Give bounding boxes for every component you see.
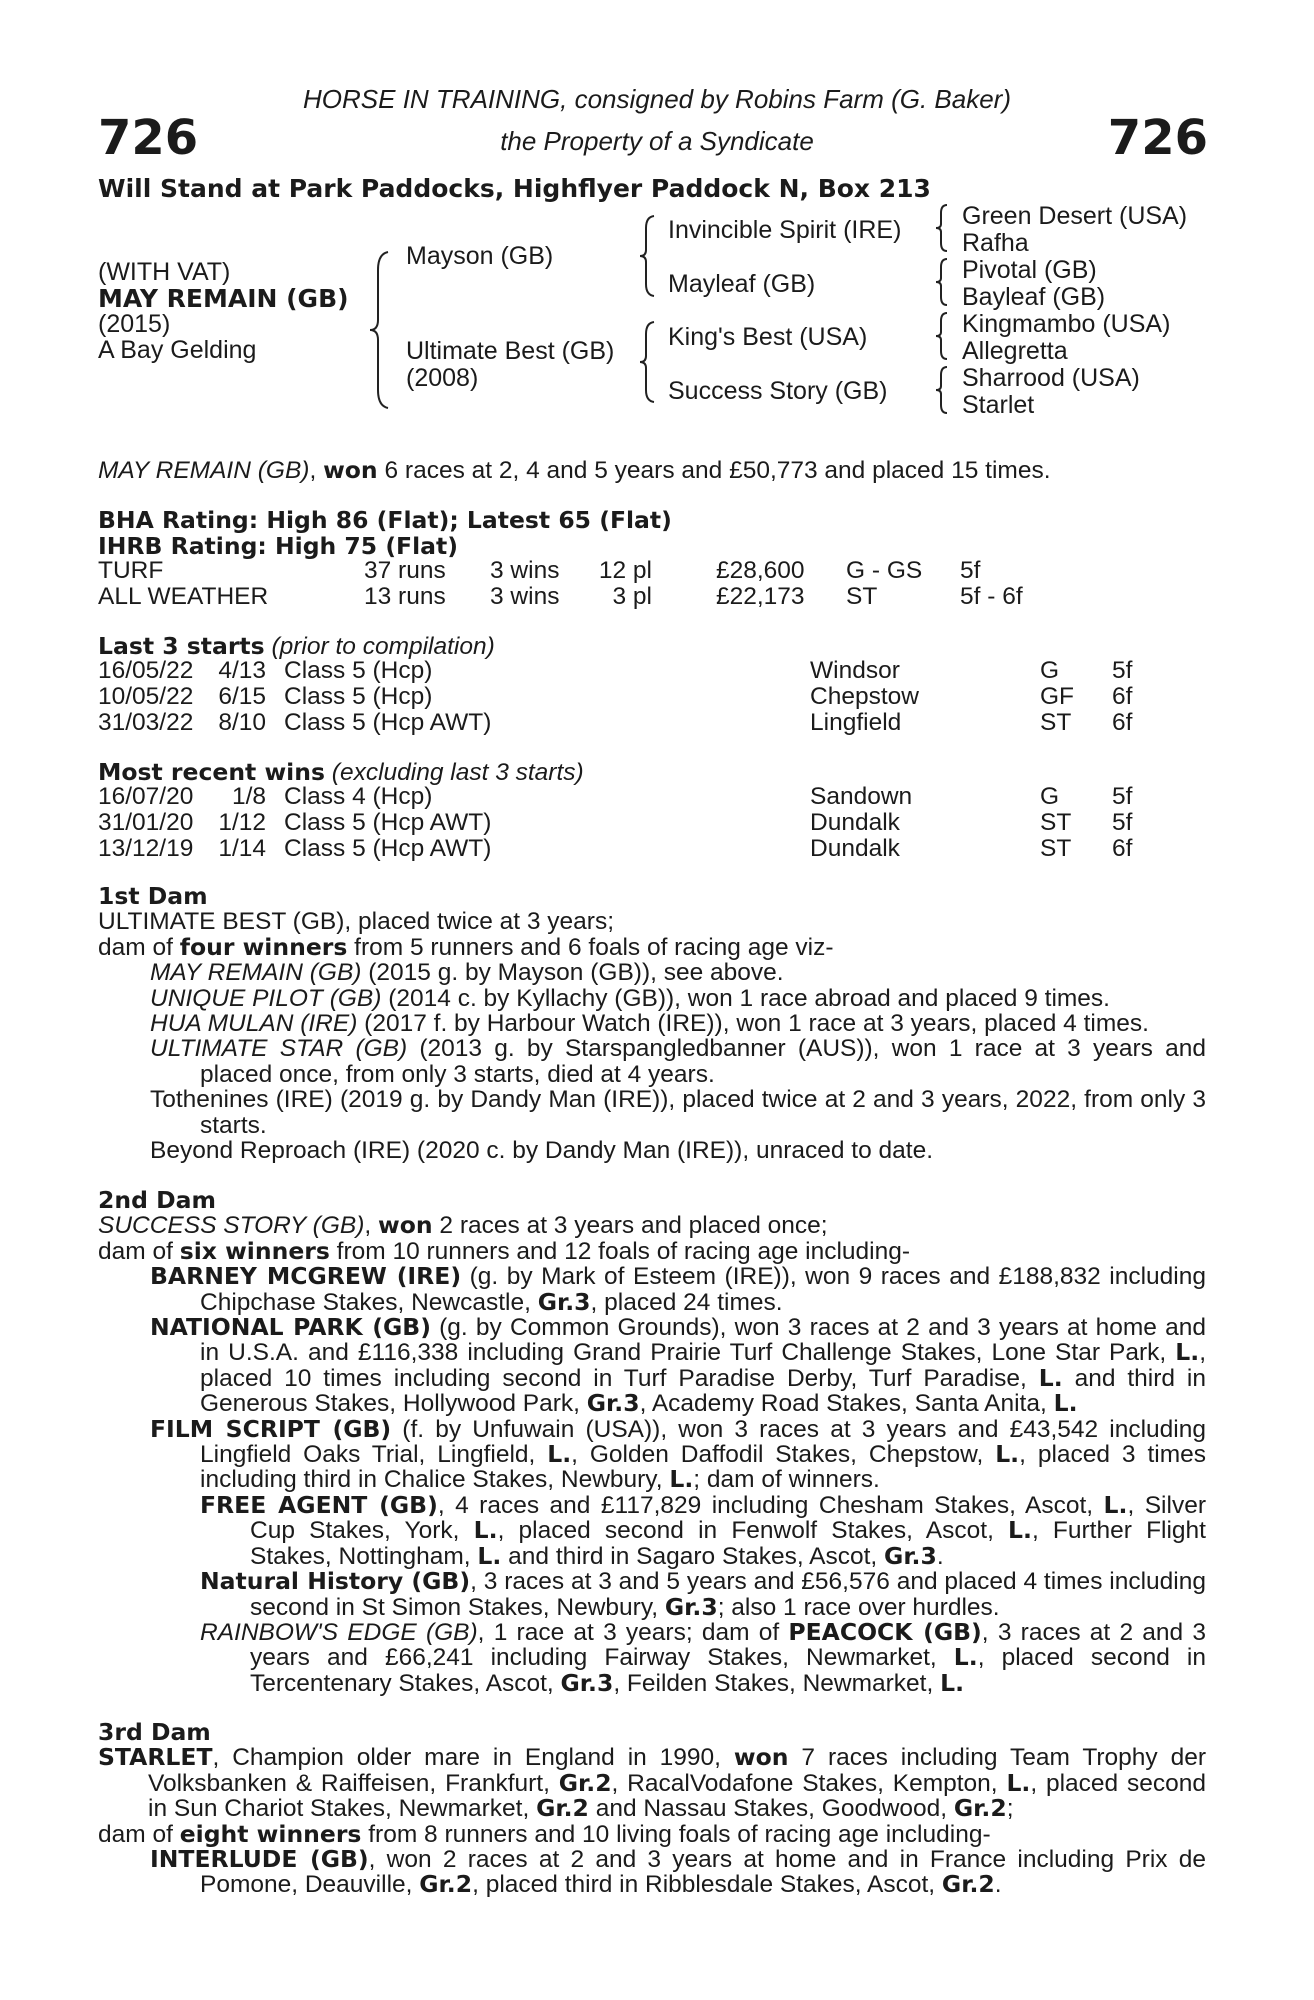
produce-item: FILM SCRIPT (GB) (f. by Unfuwain (USA)), won 3 races at 3 years and £43,542 including Lingfield Oaks Trial, Lingfield, L., Golden Daffodil Stakes, Chepstow, L., placed 3 times including third in Chalice Stakes, Newbury, L.; dam of winners. <box>150 1414 1207 1494</box>
start-going: GF <box>1040 683 1075 710</box>
last3-title: Last 3 starts <box>98 632 265 660</box>
start-course: Chepstow <box>810 683 919 710</box>
win-row <box>98 810 1206 836</box>
vat-label: (WITH VAT) <box>98 258 231 286</box>
start-distance: 6f <box>1112 709 1133 736</box>
recent-wins-note: (excluding last 3 starts) <box>331 759 584 786</box>
win-row <box>98 784 1206 810</box>
stand-location: Will Stand at Park Paddocks, Highflyer Paddock N, Box 213 <box>98 174 931 203</box>
ancestor-5: Kingmambo (USA) <box>962 310 1171 338</box>
win-course: Dundalk <box>810 835 900 862</box>
first-dam-line: ULTIMATE BEST (GB), placed twice at 3 years; <box>98 908 615 936</box>
sire: Mayson (GB) <box>406 242 554 270</box>
produce-item: ULTIMATE STAR (GB) (2013 g. by Starspangledbanner (AUS)), won 1 race at 3 years and placed once, from only 3 starts, died at 4 years. <box>150 1035 1206 1088</box>
produce-item-grand: RAINBOW'S EDGE (GB), 1 race at 3 years; dam of PEACOCK (GB), 3 races at 2 and 3 years and £66,241 including Fairway Stakes, Newmarket, L., placed second in Tercentenary Stakes, Ascot, Gr.3, Feilden Stakes, Newmarket, L. <box>200 1617 1207 1697</box>
start-position: 6/15 <box>218 683 266 710</box>
start-position: 4/13 <box>218 657 266 684</box>
start-going: G <box>1040 657 1060 684</box>
produce-item: HUA MULAN (IRE) (2017 f. by Harbour Watch (IRE)), won 1 race at 3 years, placed 4 times. <box>150 1010 1149 1038</box>
pedigree-brace-3c <box>932 311 952 361</box>
prize-money: £22,173 <box>716 583 805 610</box>
win-position: 1/14 <box>218 835 266 862</box>
pedigree-brace-2a <box>636 214 660 298</box>
first-dam-produce-summary: dam of four winners from 5 runners and 6 foals of racing age viz- <box>98 932 834 961</box>
pedigree-brace-2b <box>636 320 660 404</box>
start-date: 31/03/22 <box>98 709 194 736</box>
win-course: Sandown <box>810 783 913 810</box>
pedigree-brace-3d <box>932 365 952 415</box>
prize-money: £28,600 <box>716 557 805 584</box>
summary-won: won <box>323 456 378 484</box>
produce-item-grand: Natural History (GB), 3 races at 3 and 5 years and £56,576 and placed 4 times including second in St Simon Stakes, Newbury, Gr.3; also 1 race over hurdles. <box>200 1567 1206 1621</box>
placed: 12 pl <box>598 557 652 584</box>
start-position: 8/10 <box>218 709 266 736</box>
win-date: 31/01/20 <box>98 809 194 836</box>
ihrb-rating: IHRB Rating: High 75 (Flat) <box>98 532 458 560</box>
win-class: Class 5 (Hcp AWT) <box>284 835 492 862</box>
produce-item: BARNEY MCGREW (IRE) (g. by Mark of Esteem (IRE)), won 9 races and £188,832 including Chipchase Stakes, Newcastle, Gr.3, placed 24 times. <box>150 1262 1206 1316</box>
start-class: Class 5 (Hcp) <box>284 683 433 710</box>
ratings-table <box>98 558 1206 610</box>
lot-number-left: 726 <box>98 110 199 166</box>
win-position: 1/8 <box>231 783 266 810</box>
win-date: 13/12/19 <box>98 835 194 862</box>
win-going: ST <box>1040 835 1072 862</box>
dam: Ultimate Best (GB) <box>406 337 615 365</box>
pedigree-brace-1 <box>366 250 396 410</box>
start-going: ST <box>1040 709 1072 736</box>
start-date: 10/05/22 <box>98 683 194 710</box>
win-row <box>98 836 1206 862</box>
win-distance: 5f <box>1112 783 1133 810</box>
produce-item: UNIQUE PILOT (GB) (2014 c. by Kyllachy (GB)), won 1 race abroad and placed 9 times. <box>150 984 1110 1012</box>
start-course: Lingfield <box>810 709 902 736</box>
ancestor-8: Starlet <box>962 391 1035 419</box>
win-course: Dundalk <box>810 809 900 836</box>
win-position: 1/12 <box>218 809 266 836</box>
pedigree-brace-3b <box>932 257 952 307</box>
start-class: Class 5 (Hcp) <box>284 657 433 684</box>
win-going: G <box>1040 783 1060 810</box>
summary-text: 6 races at 2, 4 and 5 years and £50,773 and placed 15 times. <box>384 457 1051 484</box>
recent-wins-title: Most recent wins <box>98 758 325 786</box>
distance: 5f <box>960 557 981 584</box>
lot-number-right: 726 <box>1107 110 1208 166</box>
start-row <box>98 658 1206 684</box>
win-class: Class 4 (Hcp) <box>284 783 433 810</box>
produce-item: Tothenines (IRE) (2019 g. by Dandy Man (IRE)), placed twice at 2 and 3 years, 2022, from only 3 starts. <box>150 1086 1206 1139</box>
produce-item: MAY REMAIN (GB) (2015 g. by Mayson (GB)), see above. <box>150 959 784 987</box>
start-class: Class 5 (Hcp AWT) <box>284 709 492 736</box>
surface: TURF <box>98 557 164 584</box>
horse-description: A Bay Gelding <box>98 336 257 364</box>
start-distance: 5f <box>1112 657 1133 684</box>
start-row <box>98 710 1206 736</box>
dam-sire: King's Best (USA) <box>668 323 868 351</box>
property-line: the Property of a Syndicate <box>500 126 814 156</box>
win-distance: 6f <box>1112 835 1133 862</box>
start-distance: 6f <box>1112 683 1133 710</box>
dam-dam: Success Story (GB) <box>668 377 888 405</box>
ancestor-3: Pivotal (GB) <box>962 256 1097 284</box>
pedigree-brace-3a <box>932 203 952 253</box>
going: ST <box>846 583 878 610</box>
second-dam-produce-summary: dam of six winners from 10 runners and 12 foals of racing age including- <box>98 1236 911 1265</box>
produce-item: NATIONAL PARK (GB) (g. by Common Grounds), won 3 races at 2 and 3 years at home and in U.S.A. and £116,338 including Grand Prairie Turf Challenge Stakes, Lone Star Park, L., placed 10 times including second in Turf Paradise Derby, Turf Paradise, L. and third in Generous Stakes, Hollywood Park, Gr.3, Academy Road Stakes, Santa Anita, L. <box>150 1313 1206 1418</box>
ratings-row <box>98 584 1206 610</box>
first-dam-title: 1st Dam <box>98 882 208 910</box>
sire-dam: Mayleaf (GB) <box>668 270 816 298</box>
horse-name: MAY REMAIN (GB) <box>98 284 349 313</box>
third-dam-line: STARLET, Champion older mare in England in 1990, won 7 races including Team Trophy der Volksbanken & Raiffeisen, Frankfurt, Gr.2, RacalVodafone Stakes, Kempton, L., placed second in Sun Chariot Stakes, Newmarket, Gr.2 and Nassau Stakes, Goodwood, Gr.2; <box>98 1743 1207 1823</box>
third-dam-section <box>98 1720 1206 1898</box>
wins: 3 wins <box>490 557 560 584</box>
last3-note: (prior to compilation) <box>271 633 495 660</box>
dam-year: (2008) <box>406 364 479 392</box>
win-date: 16/07/20 <box>98 783 194 810</box>
consignor-line: HORSE IN TRAINING, consigned by Robins Farm (G. Baker) <box>303 84 1011 114</box>
start-date: 16/05/22 <box>98 657 194 684</box>
sire-sire: Invincible Spirit (IRE) <box>668 216 902 244</box>
win-going: ST <box>1040 809 1072 836</box>
recent-wins-table <box>98 784 1206 862</box>
horse-year: (2015) <box>98 310 171 338</box>
win-class: Class 5 (Hcp AWT) <box>284 809 492 836</box>
runs: 13 runs <box>364 583 446 610</box>
produce-item: INTERLUDE (GB), won 2 races at 2 and 3 years at home and in France including Prix de Pomone, Deauville, Gr.2, placed third in Ribblesdale Stakes, Ascot, Gr.2. <box>150 1845 1206 1899</box>
ancestor-1: Green Desert (USA) <box>962 202 1188 230</box>
start-course: Windsor <box>810 657 900 684</box>
going: G - GS <box>846 557 923 584</box>
last3-table <box>98 658 1206 736</box>
wins: 3 wins <box>490 583 560 610</box>
ancestor-6: Allegretta <box>962 337 1068 365</box>
second-dam-title: 2nd Dam <box>98 1186 216 1214</box>
bha-rating: BHA Rating: High 86 (Flat); Latest 65 (Flat) <box>98 506 672 534</box>
produce-item: Beyond Reproach (IRE) (2020 c. by Dandy Man (IRE)), unraced to date. <box>150 1137 934 1165</box>
placed: 3 pl <box>612 583 652 610</box>
second-dam-line: SUCCESS STORY (GB), won 2 races at 3 years and placed once; <box>98 1211 828 1240</box>
ancestor-4: Bayleaf (GB) <box>962 283 1106 311</box>
runs: 37 runs <box>364 557 446 584</box>
ratings-row <box>98 558 1206 584</box>
first-dam-section <box>98 884 1206 1163</box>
second-dam-section <box>98 1188 1206 1696</box>
distance: 5f - 6f <box>960 583 1023 610</box>
surface: ALL WEATHER <box>98 583 269 610</box>
win-distance: 5f <box>1112 809 1133 836</box>
race-summary: MAY REMAIN (GB), won 6 races at 2, 4 and 5 years and £50,773 and placed 15 times. <box>98 456 1051 484</box>
ancestor-2: Rafha <box>962 229 1029 257</box>
third-dam-title: 3rd Dam <box>98 1718 211 1746</box>
produce-item-grand: FREE AGENT (GB), 4 races and £117,829 including Chesham Stakes, Ascot, L., Silver Cup Stakes, York, L., placed second in Fenwolf Stakes, Ascot, L., Further Flight Stakes, Nottingham, L. and third in Sagaro Stakes, Ascot, Gr.3. <box>200 1490 1206 1570</box>
ancestor-7: Sharrood (USA) <box>962 364 1140 392</box>
third-dam-produce-summary: dam of eight winners from 8 runners and 10 living foals of racing age including- <box>98 1819 991 1848</box>
summary-horse-name: MAY REMAIN (GB) <box>98 457 310 484</box>
start-row <box>98 684 1206 710</box>
